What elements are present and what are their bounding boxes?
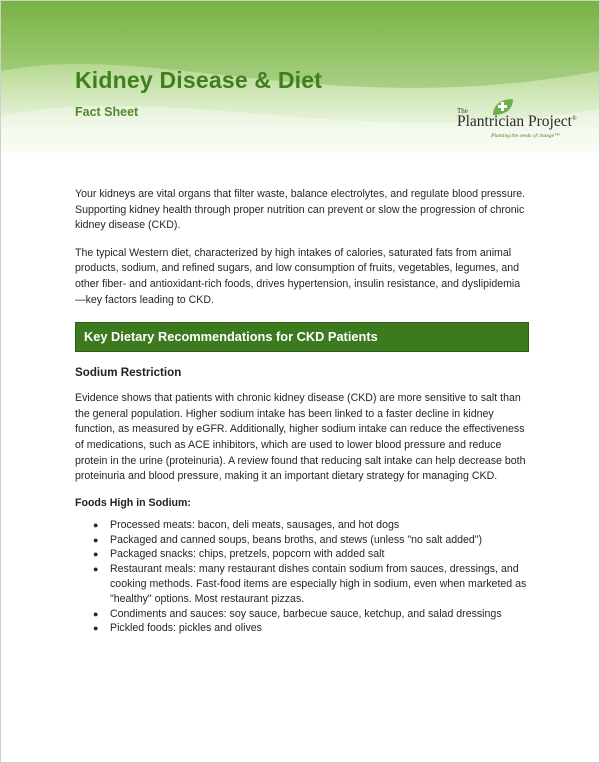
bullet-icon: ● <box>93 549 99 560</box>
bullet-icon: ● <box>93 519 99 530</box>
logo-tagline: Planting the seeds of change™ <box>491 133 560 139</box>
logo-the-label: The <box>457 107 468 115</box>
list-item: ● Condiments and sauces: soy sauce, barbecue sauce, ketchup, and salad dressings <box>93 607 502 620</box>
header-banner <box>1 1 599 153</box>
section-banner: Key Dietary Recommendations for CKD Patients <box>75 322 529 352</box>
bullet-icon: ● <box>93 608 99 619</box>
plantrician-project-logo <box>453 95 583 145</box>
sodium-subheading: Sodium Restriction <box>75 366 182 380</box>
list-item: ● Packaged snacks: chips, pretzels, popcorn with added salt <box>93 548 385 561</box>
sodium-paragraph: Evidence shows that patients with chronic kidney disease (CKD) are more sensitive to salt than the general population. Higher sodium intake has been linked to a faster decline in kidney function, as measured by eGFR. Additionally, higher sodium intake can reduce the effectiveness of medications, such as ACE inhibitors, which are used to lower blood pressure and reduce protein in the urine (proteinuria). A review found that reducing salt intake can help decrease both proteinuria and blood pressure, making it an important dietary strategy for managing CKD. <box>75 392 526 483</box>
list-item: ● Packaged and canned soups, beans broths, and stews (unless "no salt added") <box>93 533 483 546</box>
page-title: Kidney Disease & Diet <box>75 67 323 93</box>
intro-paragraph: Your kidneys are vital organs that filter waste, balance electrolytes, and regulate blood pressure. Supporting kidney health through proper nutrition can prevent or slow the progression of chronic kidney disease (CKD). <box>75 188 526 232</box>
bullet-icon: ● <box>93 564 99 575</box>
page-subtitle: Fact Sheet <box>75 105 139 119</box>
western-diet-paragraph: The typical Western diet, characterized by high intakes of calories, saturated fats from animal products, sodium, and refined sugars, and low consumption of fruits, vegetables, legumes, and other fiber- and antioxidant-rich foods, drives hypertension, insulin resistance, and dyslipidemia—key factors leading to CKD. <box>75 246 521 306</box>
logo-name: Plantrician Project® <box>457 113 577 130</box>
list-item: ● Restaurant meals: many restaurant dishes contain sodium from sauces, dressings, and cooking methods. Fast-food items are especially high in sodium, even when marketed as "healthy" options. Most restaurant pizzas. <box>93 563 527 605</box>
bullet-icon: ● <box>93 623 99 634</box>
list-item: ● Pickled foods: pickles and olives <box>93 622 262 635</box>
foods-list <box>75 518 529 636</box>
list-item: ● Processed meats: bacon, deli meats, sausages, and hot dogs <box>93 518 400 531</box>
main-content <box>75 187 529 636</box>
foods-high-sodium-heading: Foods High in Sodium: <box>75 496 191 509</box>
bullet-icon: ● <box>93 534 99 545</box>
